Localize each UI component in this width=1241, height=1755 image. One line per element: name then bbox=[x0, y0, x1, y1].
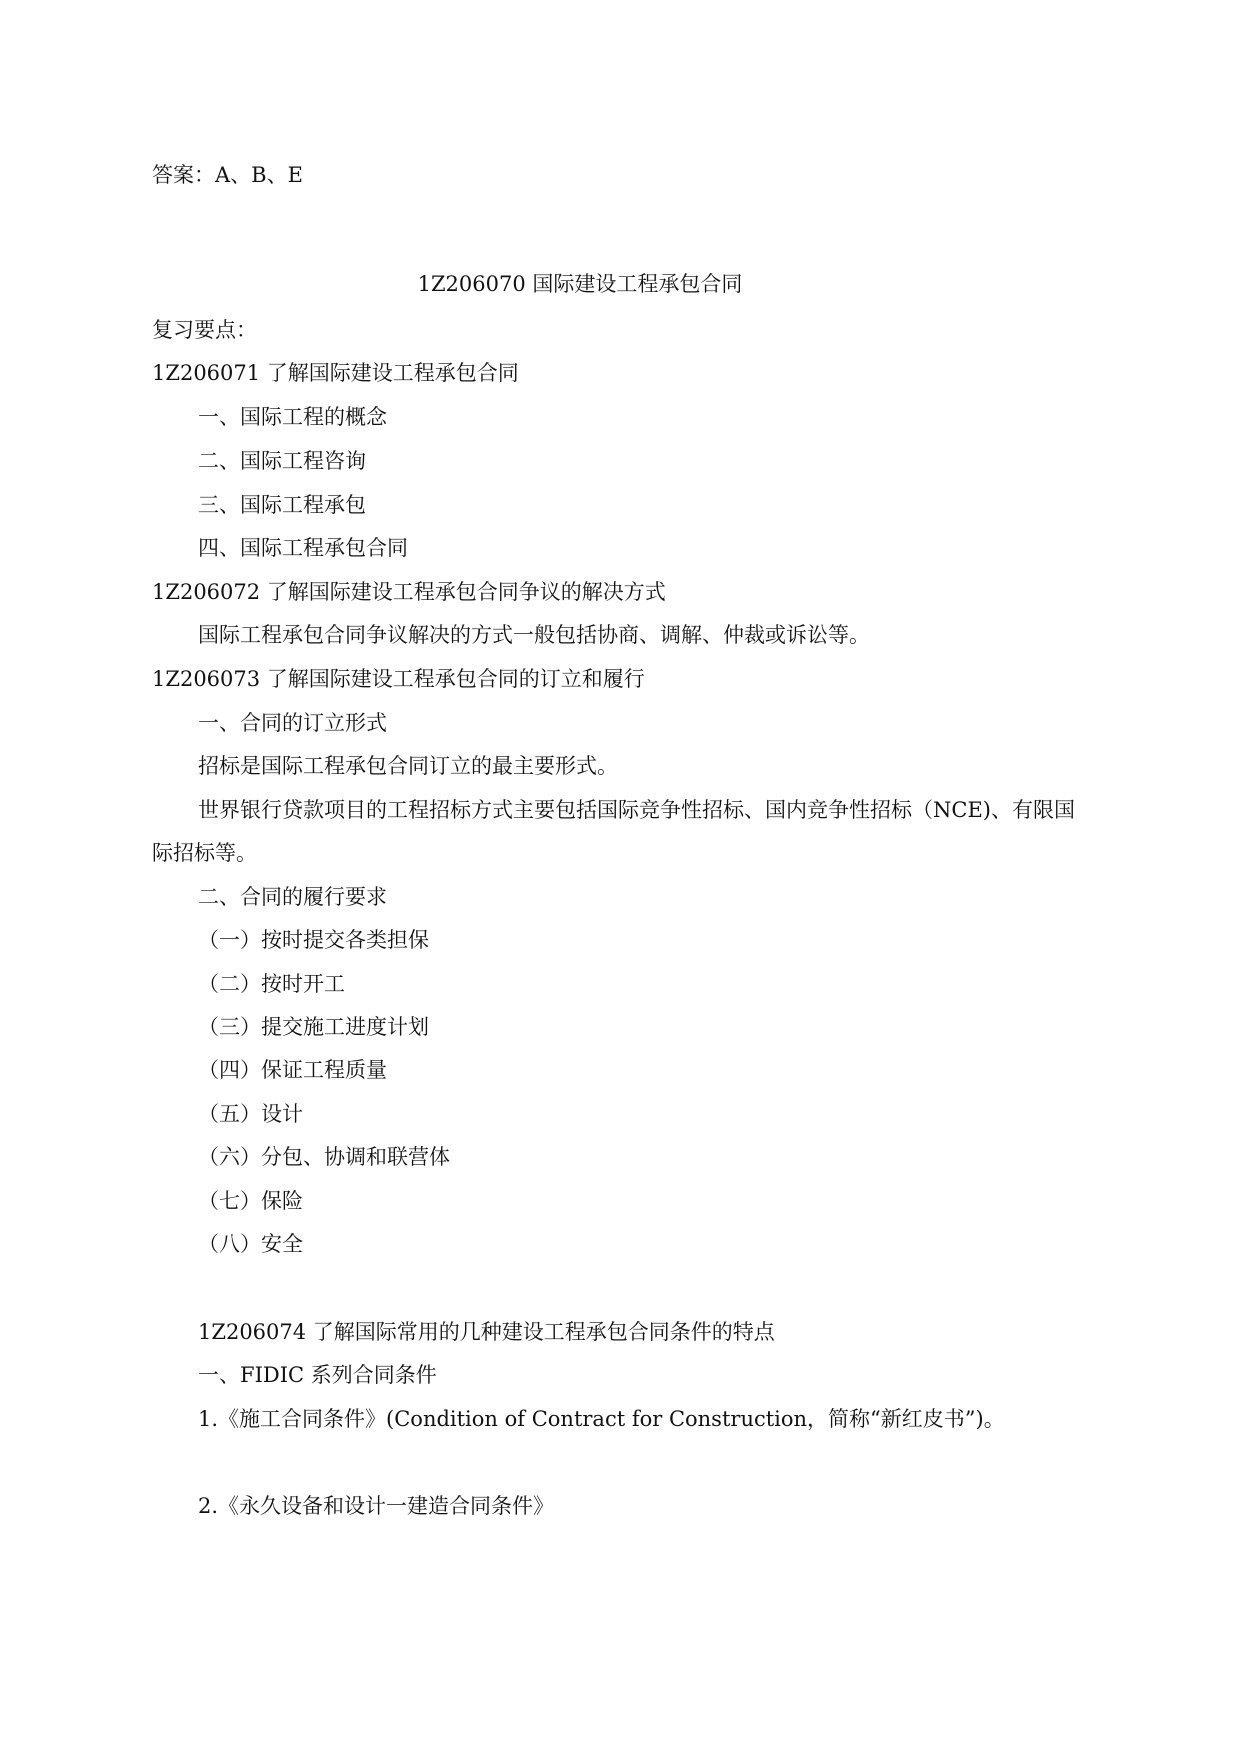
subheading: 一、FIDIC 系列合同条件 bbox=[198, 1363, 437, 1387]
paragraph-continuation: 际招标等。 bbox=[152, 841, 257, 865]
section-4-heading: 1Z206074 了解国际常用的几种建设工程承包合同条件的特点 bbox=[198, 1320, 775, 1344]
list-item: （三）提交施工进度计划 bbox=[198, 1015, 429, 1039]
list-item: 四、国际工程承包合同 bbox=[198, 536, 408, 560]
section-title: 1Z206070 国际建设工程承包合同 bbox=[417, 272, 743, 296]
list-item: （六）分包、协调和联营体 bbox=[198, 1145, 450, 1169]
list-item: （八）安全 bbox=[198, 1232, 303, 1256]
section-1-heading: 1Z206071 了解国际建设工程承包合同 bbox=[152, 361, 519, 385]
list-item: （五）设计 bbox=[198, 1102, 303, 1126]
subheading: 二、合同的履行要求 bbox=[198, 885, 387, 909]
list-item: （七）保险 bbox=[198, 1189, 303, 1213]
list-item: （四）保证工程质量 bbox=[198, 1058, 387, 1082]
list-item: 2.《永久设备和设计一建造合同条件》 bbox=[198, 1494, 555, 1518]
list-item: （一）按时提交各类担保 bbox=[198, 928, 429, 952]
review-points-label: 复习要点： bbox=[152, 318, 257, 342]
subheading: 一、合同的订立形式 bbox=[198, 711, 387, 735]
section-2-heading: 1Z206072 了解国际建设工程承包合同争议的解决方式 bbox=[152, 580, 666, 604]
list-item: 三、国际工程承包 bbox=[198, 493, 366, 517]
list-item: 1.《施工合同条件》(Condition of Contract for Construction，简称“新红皮书”)。 bbox=[198, 1407, 1005, 1431]
list-item: 二、国际工程咨询 bbox=[198, 449, 366, 473]
list-item: （二）按时开工 bbox=[198, 972, 345, 996]
section-3-heading: 1Z206073 了解国际建设工程承包合同的订立和履行 bbox=[152, 667, 645, 691]
paragraph: 国际工程承包合同争议解决的方式一般包括协商、调解、仲裁或诉讼等。 bbox=[198, 623, 870, 647]
answer-line: 答案：A、B、E bbox=[152, 163, 303, 187]
list-item: 一、国际工程的概念 bbox=[198, 405, 387, 429]
paragraph: 招标是国际工程承包合同订立的最主要形式。 bbox=[198, 754, 618, 778]
paragraph: 世界银行贷款项目的工程招标方式主要包括国际竞争性招标、国内竞争性招标（NCE)、有限国 bbox=[198, 798, 1075, 822]
